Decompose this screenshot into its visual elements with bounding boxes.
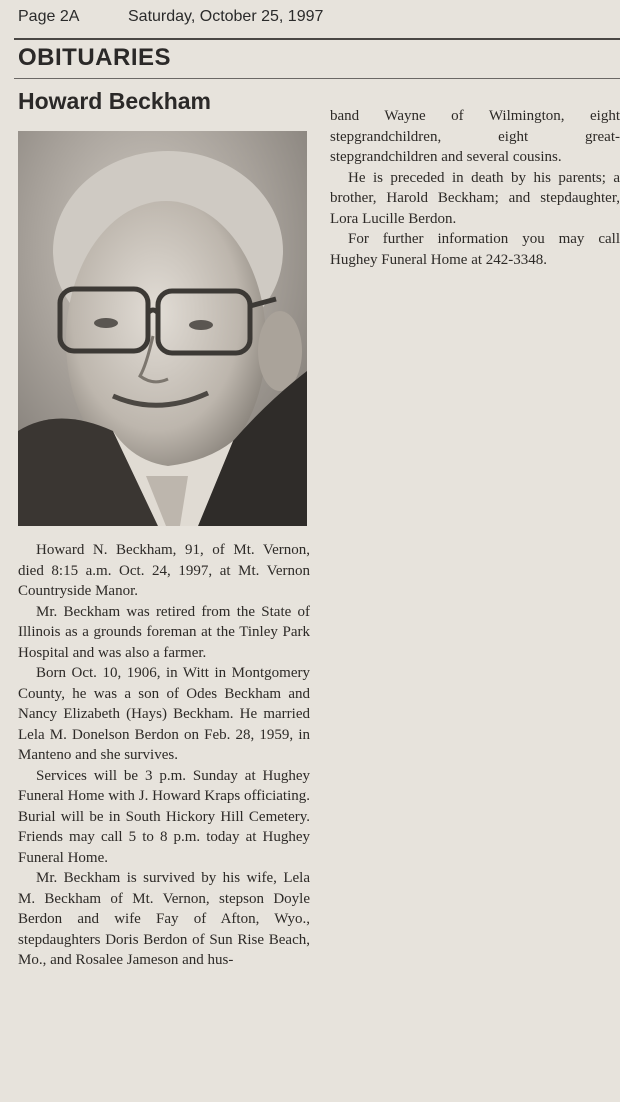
article-left-column	[18, 540, 310, 971]
paragraph-services: Services will be 3 p.m. Sunday at Hughey Funeral Home with J. Howard Kraps officiating. Burial will be in South Hickory Hill Cemetery. Friends may call 5 to 8 p.m. today at Hughey Funeral Home.	[18, 767, 310, 866]
page-header	[18, 6, 618, 30]
section-title: OBITUARIES	[18, 44, 172, 71]
issue-date: Saturday, October 25, 1997	[128, 8, 324, 25]
header-rule	[14, 38, 620, 40]
paragraph-biography: Born Oct. 10, 1906, in Witt in Montgomery County, he was a son of Odes Beckham and Nancy Elizabeth (Hays) Beckham. He married Lela M. Donelson Berdon on Feb. 28, 1959, in Manteno and she survives.	[18, 665, 310, 763]
paragraph-intro: Howard N. Beckham, 91, of Mt. Vernon, died 8:15 a.m. Oct. 24, 1997, at Mt. Vernon Countryside Manor.	[18, 542, 310, 599]
paragraph-preceded: He is preceded in death by his parents; a brother, Harold Beckham; and stepdaughter, Lora Lucille Berdon.	[330, 169, 620, 227]
paragraph-survivors-continued: band Wayne of Wilmington, eight stepgrandchildren, eight great-stepgrandchildren and several cousins.	[330, 108, 620, 165]
paragraph-career: Mr. Beckham was retired from the State of Illinois as a grounds foreman at the Tinley Park Hospital and was also a farmer.	[18, 603, 310, 661]
paragraph-survivors: Mr. Beckham is survived by his wife, Lela M. Beckham of Mt. Vernon, stepson Doyle Berdon and wife Fay of Afton, Wyo., stepdaughters Doris Berdon of Sun Rise Beach, Mo., and Rosalee Jameson and hus-	[18, 870, 310, 968]
portrait-photo	[18, 131, 307, 526]
section-rule	[14, 78, 620, 79]
article-right-column	[330, 106, 620, 270]
paragraph-contact: For further information you may call Hughey Funeral Home at 242-3348.	[330, 231, 620, 268]
page-number: Page 2A	[18, 8, 80, 25]
obituary-headline: Howard Beckham	[18, 88, 212, 114]
